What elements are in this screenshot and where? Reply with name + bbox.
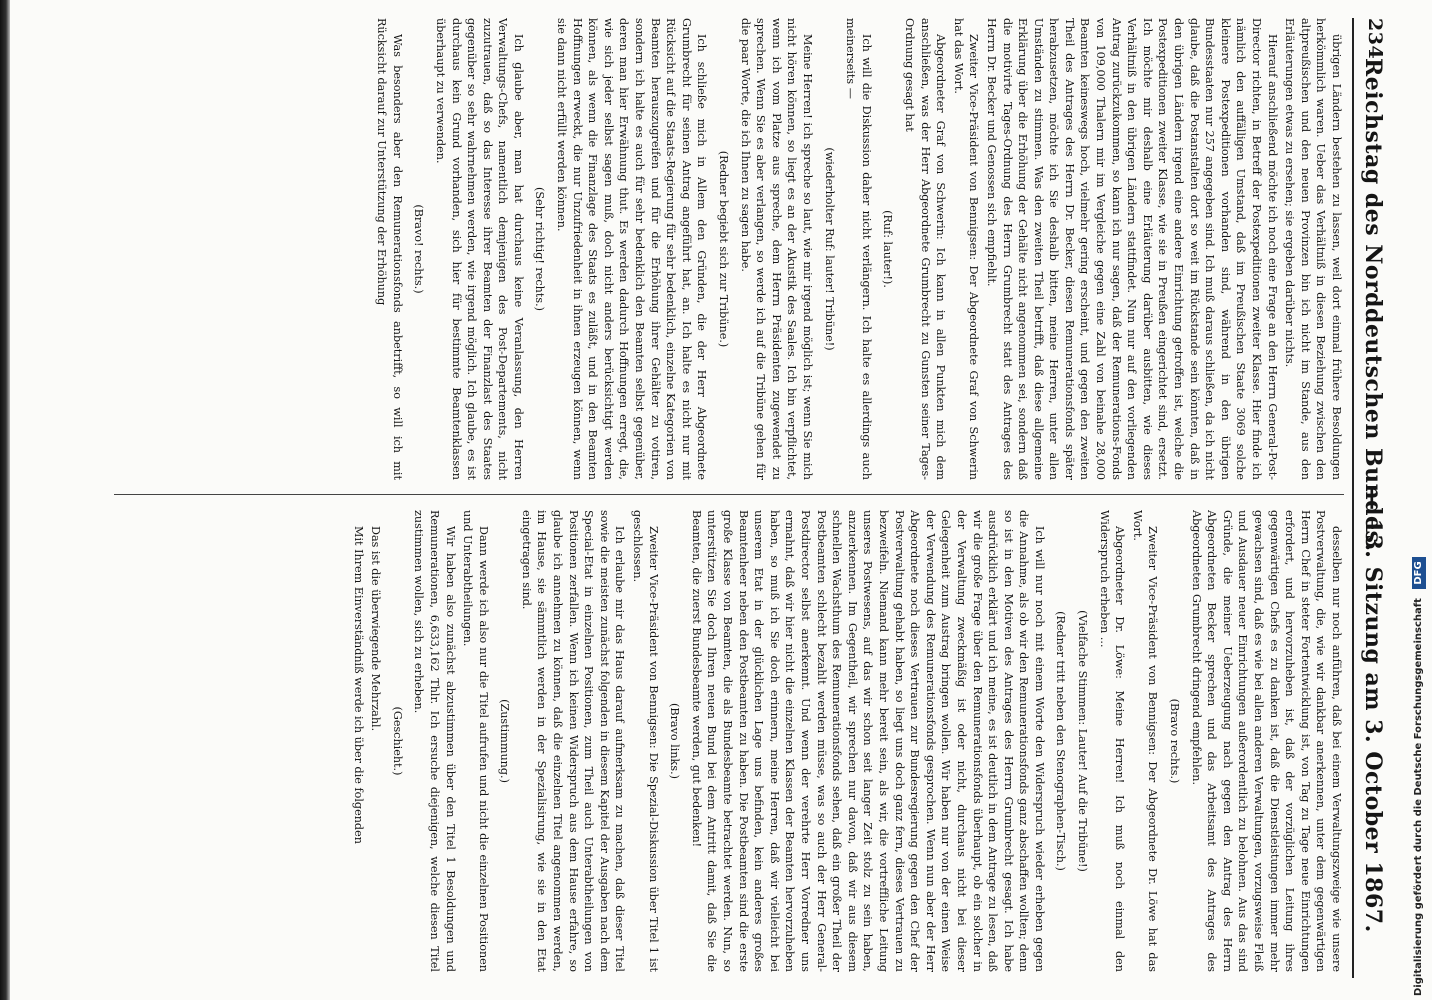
column-divider	[114, 494, 1344, 495]
paragraph: Dann werde ich also nur die Titel aufrufen und nicht die einzelnen Positionen und Unterabtheilungen.	[461, 510, 490, 972]
paragraph: (Bravo links.)	[668, 702, 682, 780]
dfg-logo: DFG	[1412, 557, 1426, 588]
dfg-credit-label: Digitalisierung gefördert durch die Deutsche Forschungsgemeinschaft	[1413, 598, 1424, 996]
page-header	[1352, 18, 1400, 978]
paragraph: (Geschieht.)	[390, 706, 404, 776]
paragraph: (Ruf: lauter!).	[881, 210, 895, 288]
right-column	[114, 510, 1344, 972]
paragraph: übrigen Ländern bestehen zu lassen, weil dort einmal frühere Besoldungen herkömmlich waren. Ueber das Verhältniß in diesen Beziehung zwischen den altpreußischen und den neuen Provinzen bin ich nicht im Stande, aus den Erläuterungen etwas zu ersehen; sie ergeben darüber nichts.	[1283, 18, 1343, 480]
dfg-credit	[1408, 6, 1430, 996]
page-number: 234	[1364, 18, 1386, 60]
paragraph: Ich will die Diskussion daher nicht verlängern. Ich halte es allerdings auch meinerseits —	[844, 18, 873, 480]
paragraph: Was besonders aber den Remunerationsfonds anbetrifft, so will ich mit Rücksicht darauf zur Unterstützung der Erhöhung	[375, 18, 404, 480]
paragraph: (Redner tritt neben den Stenographen-Tisch.)	[1054, 611, 1068, 871]
paragraph: (wiederholter Ruf: lauter! Tribüne!)	[822, 147, 836, 351]
paragraph: (Redner begiebt sich zur Tribüne.)	[717, 150, 731, 348]
paragraph: Meine Herren! ich spreche so laut, wie mir irgend möglich ist; wenn Sie mich nicht hören können, so liegt es an der Akustik des Saales. Ich bin verpflichtet, wenn ich vom Platze aus spreche, dem Herrn Präsidenten zugewendet zu sprechen. Wenn Sie es aber verlangen, so werde ich auf die Tribüne gehen für die paar Worte, die ich Ihnen zu sagen habe.	[738, 18, 814, 480]
session-title: — 13. Sitzung am 3. October 1867.	[1360, 488, 1386, 933]
text-columns	[114, 18, 1344, 978]
paragraph: (Vielfache Stimmen: Lauter! Auf die Tribüne!)	[1076, 610, 1090, 872]
paragraph: Wir haben also zunächst abzustimmen über den Titel 1 Besoldungen und Remunerationen, 6,633,162 Thlr. Ich ersuche diejenigen, welche diesen Titel zustimmen wollen, sich zu erheben.	[412, 510, 457, 972]
paragraph: Ich will nur noch mit einem Worte den Widerspruch wieder erheben gegen die Annahme, als ob wir den Remunerationsfonds ganz abschaffen wollten; denn so ist in den Motiven des Antrages des Herrn Grumbrecht gesagt. Ich habe ausdrücklich erklärt und ich meine, es ist deutlich in dem Antrage zu lesen, daß wir die große Frage über den Remunerationsfonds überhaupt, ob ein solcher in der Verwaltung zweckmäßig ist oder nicht, durchaus nicht bei dieser Gelegenheit zum Austrag bringen wollen. Wir haben nur von der einen Weise der Verwendung des Remunerationsfonds gesprochen. Wenn nun aber der Herr Abgeordnete noch dieses Vertrauen zur Bundesregierung gegen den Chef der Postverwaltung gehabt haben, so liegt uns doch ganz fern, dieses Vertrauen zu bezweifeln. Niemand kann mehr bereit sein, als wir, die vortreffliche Leitung unseres Postwesens, auf das wir schon seit langer Zeit stolz zu sein haben, anzuerkennen. Im Gegentheil, wir sprechen nur davon, daß wir aus diesem schnellen Wachsthum des Remunerationsfonds sehen, daß ein großer Theil der Postbeamten schlecht bezahlt werden müsse, was so auch der Herr General-Postdirector selbst anerkennt. Und wenn der verehrte Herr Vorredner uns ermahnt, daß wir hier nicht die einzelnen Klassen der Beamten hervorzuheben haben, so muß ich Sie doch erinnern, meine Herren, daß wir vielleicht bei unserem Etat in der glücklichen Lage uns befinden, kein anderes großes Beamtenheer neben den Postbeamten zu haben. Die Postbeamten sind die erste große Klasse von Beamten, die als Bundesbeamte betrachtet werden. Nun, so unterstützen Sie doch Ihren neuen Bund bei dem Antritt damit, daß Sie die Beamten, die zuerst Bundesbeamte werden, gut bedenken!	[689, 510, 1046, 972]
paragraph: Zweiter Vice-Präsident von Bennigsen: Der Abgeordnete Graf von Schwerin hat das Wort.	[951, 18, 981, 480]
paragraph: Das ist die überwiegende Mehrzahl.	[369, 526, 383, 732]
rotated-page-viewport	[30, 18, 1400, 978]
page-title: Reichstag des Norddeutschen Bundes.	[1360, 58, 1386, 552]
paragraph: Abgeordneter Dr. Löwe: Meine Herren! Ich muß noch einmal den Widerspruch erheben ...	[1097, 510, 1127, 972]
paragraph: (Bravo rechts.)	[1168, 698, 1182, 784]
paragraph: Ich erlaube mir das Haus darauf aufmerksam zu machen, daß dieser Titel sowie die meisten zunächst folgenden in diesem Kapitel der Ausgaben nach dem Special-Etat in einzelnen Positionen, zum Theil auch Unterabtheilungen von Positionen zerfallen. Wenn ich keinen Widerspruch aus dem Hause erfahre, so glaube ich annehmen zu können, daß die einzelnen Titel angenommen werden, im Hause, sie sämmtlich werden in der Spezialisirung, wie sie in den Etat eingetragen sind.	[519, 510, 627, 972]
paragraph: (Zustimmung.)	[498, 699, 512, 783]
paragraph: Ich schließe mich in Allem den Gründen, die der Herr Abgeordnete Grumbrecht für seinen Antrag angeführt hat, an. Ich halte es nicht nur mit Rücksicht auf die Staats-Regierung für sehr bedenklich, einzelne Kategorien von Beamten herauszugreifen und für die Erhöhung ihrer Gehälter zu votiren, sondern ich halte es auch für sehr bedenklich den Beamten selbst gegenüber, deren man hier Erwähnung thut. Es werden dadurch Hoffnungen erregt, die, wie sich jeder selbst sagen muß, doch nicht anders berücksichtigt werden können, als wenn die Finanzlage des Staats es zuläßt, und in den Beamten Hoffnungen erweckt, die nur Unzufriedenheit in ihnen erzeugen können, wenn sie dann nicht erfüllt werden können.	[555, 18, 709, 480]
paragraph: Abgeordneter Graf von Schwerin: Ich kann in allen Punkten mich dem anschließen, was der Herr Abgeordnete Grumbrecht zu Gunsten seiner Tages-Ordnung gesagt hat	[902, 18, 948, 480]
paragraph: Mit Ihrem Einverständniß werde ich über die folgenden	[351, 526, 365, 844]
paragraph: Hierauf anschließend möchte ich noch eine Frage an den Herrn General-Post-Director richten, in Betreff der Postexpeditionen zweiter Klasse. Hier finde ich nämlich den auffälligen Umstand, daß im Preußischen Staate 3069 solche kleinere Postexpeditionen vorhanden sind, während in den übrigen Bundesstaaten nur 257 angegeben sind. Ich muß daraus schließen, da ich nicht glaube, daß die Postanstalten dort so weit im Rückstande sein könnten, daß in den übrigen Ländern irgend eine andere Einrichtung getroffen ist, welche die Postexpeditionen zweiter Klasse, wie sie in Preußen eingerichtet sind, ersetzt. Ich möchte mir deshalb eine Erläuterung darüber ausbitten, wie dieses Verhältniß in den übrigen Ländern stattfindet. Nun nur auf den vorliegenden Antrag zurückzukommen, so kann ich nur sagen, daß der Remunerations-Fonds von 109,000 Thalern mir im Vergleiche gegen eine Zahl von beinahe 28,000 Beamten keineswegs hoch, vielmehr gering erscheint, und gegen den zweiten Theil des Antrages des Herrn Dr. Becker, diesen Remunerationsfonds später herabzusetzen, möchte ich Sie deshalb bitten, meine Herren, unter allen Umständen zu stimmen. Was den zweiten Theil betrifft, daß diese allgemeine Erklärung über die Erhöhung der Gehälte nicht angenommen sei, sondern daß die motivirte Tages-Ordnung des Herrn Grumbrecht statt des Antrages des Herrn Dr. Becker und Genossen sich empfiehlt.	[984, 18, 1279, 480]
paragraph: Zweiter Vice-Präsident von Bennigsen: Der Abgeordnete Dr. Löwe hat das Wort.	[1130, 510, 1160, 972]
dfg-credit-text	[1408, 6, 1430, 996]
paragraph: (Sehr richtig! rechts.)	[533, 186, 547, 312]
paragraph: desselben nur noch anführen, daß bei einem Verwaltungszweige wie unsere Postverwaltung, die, wie wir dankbar anerkennen, unter dem gegenwärtigen Herrn Chef in steter Fortentwicklung ist, von Tag zu Tage neue Einrichtungen erfordert, und hervorzuheben ist, daß der vorzüglichen Leitung ihres gegenwärtigen Chefs es zu danken ist, daß die Dienstleistungen immer mehr gewachsen sind, daß es wie bei allen anderen Verwaltungen, vorzugsweise Fleiß und Ausdauer neuer Einrichtungen außerordentlich zu belohnen. Aus das sind Gründe, die meiner Ueberzeugung nach gegen den Antrag des Herrn Abgeordneten Becker sprechen und das Arbeitsamt des Antrages des Abgeordneten Grumbrecht dringend empfehlen.	[1189, 510, 1343, 972]
scan-edge	[0, 0, 10, 1000]
paragraph: Zweiter Vice-Präsident von Bennigsen: Die Spezial-Diskussion über Titel 1 ist geschlossen.	[631, 510, 660, 972]
left-column	[114, 18, 1344, 480]
paragraph: (Bravo! rechts.)	[412, 204, 426, 294]
page-body	[30, 18, 1400, 978]
paragraph: Ich glaube aber, man hat durchaus keine Veranlassung, den Herren Verwaltungs-Chefs, namentlich demjenigen des Post-Departements, nicht zuzutrauen, daß so das Interesse ihrer Beamten der Finanzlast des Staates gegenüber so sehr wahrnehmen werden, wie irgend möglich. Ich glaube, es ist durchaus kein Grund vorhanden, sich hier für bestimmte Beamtenklassen überhaupt zu verwenden.	[433, 18, 525, 480]
